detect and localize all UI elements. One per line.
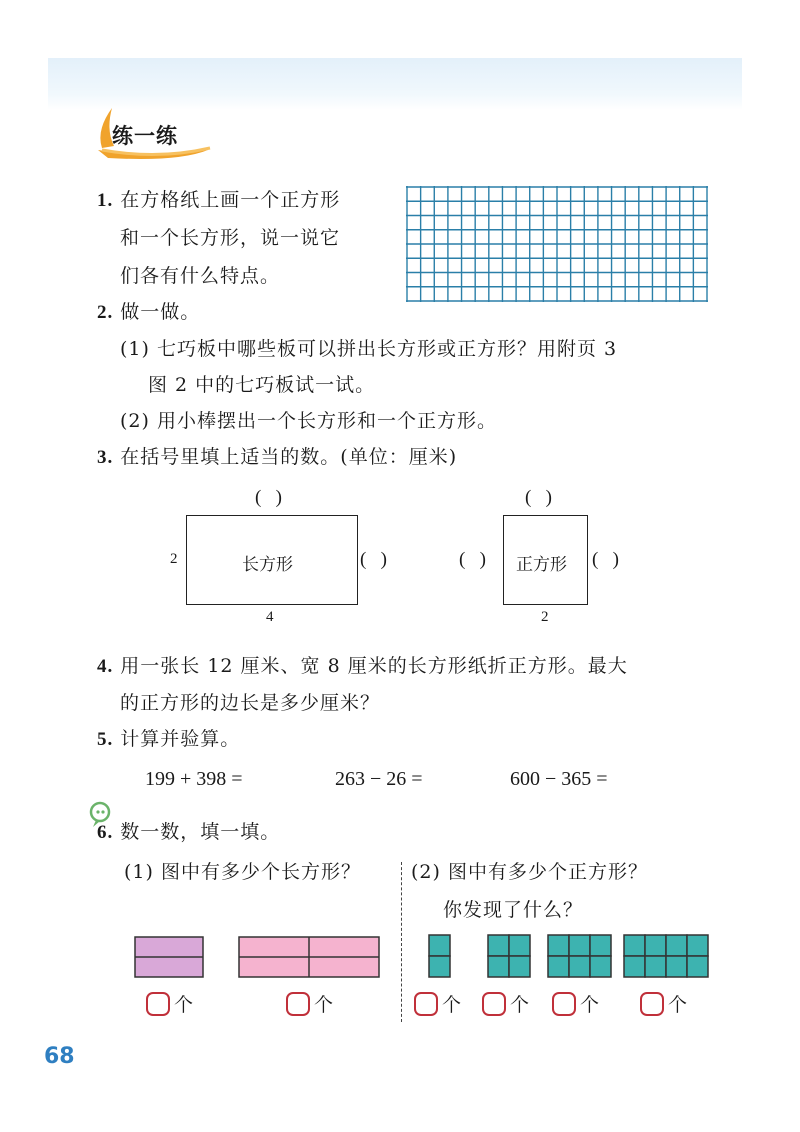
- q4-line-1: [97, 654, 628, 679]
- q3-title-line: [97, 445, 457, 470]
- answer-unit-4: 个: [510, 994, 530, 1016]
- q1-line-1: [97, 188, 340, 213]
- teal-square-cell: [429, 956, 450, 977]
- q5-title: 计算并验算。: [120, 728, 241, 750]
- rectangle-label: 长方形: [242, 555, 293, 575]
- page-number: 68: [44, 1044, 75, 1069]
- square-top-blank: ( ): [525, 487, 552, 508]
- answer-box-2[interactable]: [286, 992, 310, 1016]
- answer-slot-6: [640, 990, 687, 1017]
- section-title: 练一练: [112, 124, 178, 148]
- teal-square-cell: [569, 956, 590, 977]
- rect-bottom-dimension: 4: [266, 609, 274, 625]
- teal-square-cell: [666, 935, 687, 956]
- teal-square-cell: [509, 956, 530, 977]
- q2-sub1-line1: (1) 七巧板中哪些板可以拼出长方形或正方形？用附页 3: [120, 338, 618, 360]
- teal-squares-3x2: [547, 934, 615, 978]
- q5-number: 5.: [97, 729, 114, 750]
- rect-left-dimension: 2: [170, 551, 178, 567]
- equation-1: 199 + 398 =: [145, 768, 243, 790]
- q4-line-2: 的正方形的边长是多少厘米？: [120, 692, 381, 714]
- graph-paper-grid: [406, 186, 708, 302]
- q4-text-1: 用一张长 12 厘米、宽 8 厘米的长方形纸折正方形。最大: [120, 655, 628, 677]
- square-left-blank: ( ): [459, 549, 486, 570]
- q3-number: 3.: [97, 447, 114, 468]
- answer-box-4[interactable]: [482, 992, 506, 1016]
- q6-part2-line1: (2) 图中有多少个正方形？: [411, 861, 648, 883]
- answer-slot-5: [552, 990, 599, 1017]
- q6-number: 6.: [97, 822, 114, 843]
- answer-box-1[interactable]: [146, 992, 170, 1016]
- q2-number: 2.: [97, 302, 114, 323]
- answer-unit-5: 个: [580, 994, 600, 1016]
- teal-square-cell: [548, 935, 569, 956]
- q2-title: 做一做。: [120, 301, 201, 323]
- q6-title: 数一数，填一填。: [120, 821, 281, 843]
- teal-square-cell: [429, 935, 450, 956]
- q2-sub1-line2: 图 2 中的七巧板试一试。: [148, 374, 376, 396]
- teal-square-cell: [687, 935, 708, 956]
- teal-square-cell: [645, 956, 666, 977]
- q1-line-2: 和一个长方形，说一说它: [120, 227, 341, 249]
- teal-squares-1x2: [428, 934, 452, 978]
- teal-square-cell: [488, 935, 509, 956]
- square-bottom-dimension: 2: [541, 609, 549, 625]
- answer-box-3[interactable]: [414, 992, 438, 1016]
- teal-square-cell: [645, 935, 666, 956]
- teal-square-cell: [488, 956, 509, 977]
- answer-unit-1: 个: [174, 994, 194, 1016]
- answer-unit-2: 个: [314, 994, 334, 1016]
- answer-unit-3: 个: [442, 994, 462, 1016]
- teal-square-cell: [624, 956, 645, 977]
- answer-slot-3: [414, 990, 461, 1017]
- q6-part2-line2: 你发现了什么？: [443, 899, 584, 921]
- rect-top-blank: ( ): [255, 487, 282, 508]
- teal-squares-4x2: [623, 934, 713, 978]
- q4-number: 4.: [97, 656, 114, 677]
- teal-square-cell: [624, 935, 645, 956]
- answer-slot-4: [482, 990, 529, 1017]
- pink-rectangle-figure: [238, 936, 380, 978]
- teal-square-cell: [687, 956, 708, 977]
- teal-square-cell: [666, 956, 687, 977]
- teal-square-cell: [509, 935, 530, 956]
- equation-2: 263 − 26 =: [335, 768, 423, 790]
- answer-box-5[interactable]: [552, 992, 576, 1016]
- q6-part1: (1) 图中有多少个长方形？: [124, 861, 361, 883]
- answer-slot-1: [146, 990, 193, 1017]
- teal-square-cell: [590, 935, 611, 956]
- teal-square-cell: [590, 956, 611, 977]
- teal-squares-2x2: [487, 934, 533, 978]
- teal-square-cell: [548, 956, 569, 977]
- q6-title-line: [97, 820, 280, 845]
- equation-3: 600 − 365 =: [510, 768, 608, 790]
- answer-slot-2: [286, 990, 333, 1017]
- answer-unit-6: 个: [668, 994, 688, 1016]
- section-badge: [88, 100, 218, 160]
- square-label: 正方形: [516, 555, 567, 575]
- q5-title-line: [97, 727, 240, 752]
- q2-sub2: (2) 用小棒摆出一个长方形和一个正方形。: [120, 410, 497, 432]
- q2-title-line: [97, 300, 200, 325]
- square-right-blank: ( ): [592, 549, 619, 570]
- rect-right-blank: ( ): [360, 549, 387, 570]
- q3-title: 在括号里填上适当的数。(单位：厘米): [120, 446, 458, 468]
- purple-rectangle-figure: [134, 936, 204, 978]
- dashed-divider: [401, 862, 402, 1022]
- q1-text-1: 在方格纸上画一个正方形: [120, 189, 341, 211]
- q1-line-3: 们各有什么特点。: [120, 265, 281, 287]
- answer-box-6[interactable]: [640, 992, 664, 1016]
- teal-square-cell: [569, 935, 590, 956]
- q1-number: 1.: [97, 190, 114, 211]
